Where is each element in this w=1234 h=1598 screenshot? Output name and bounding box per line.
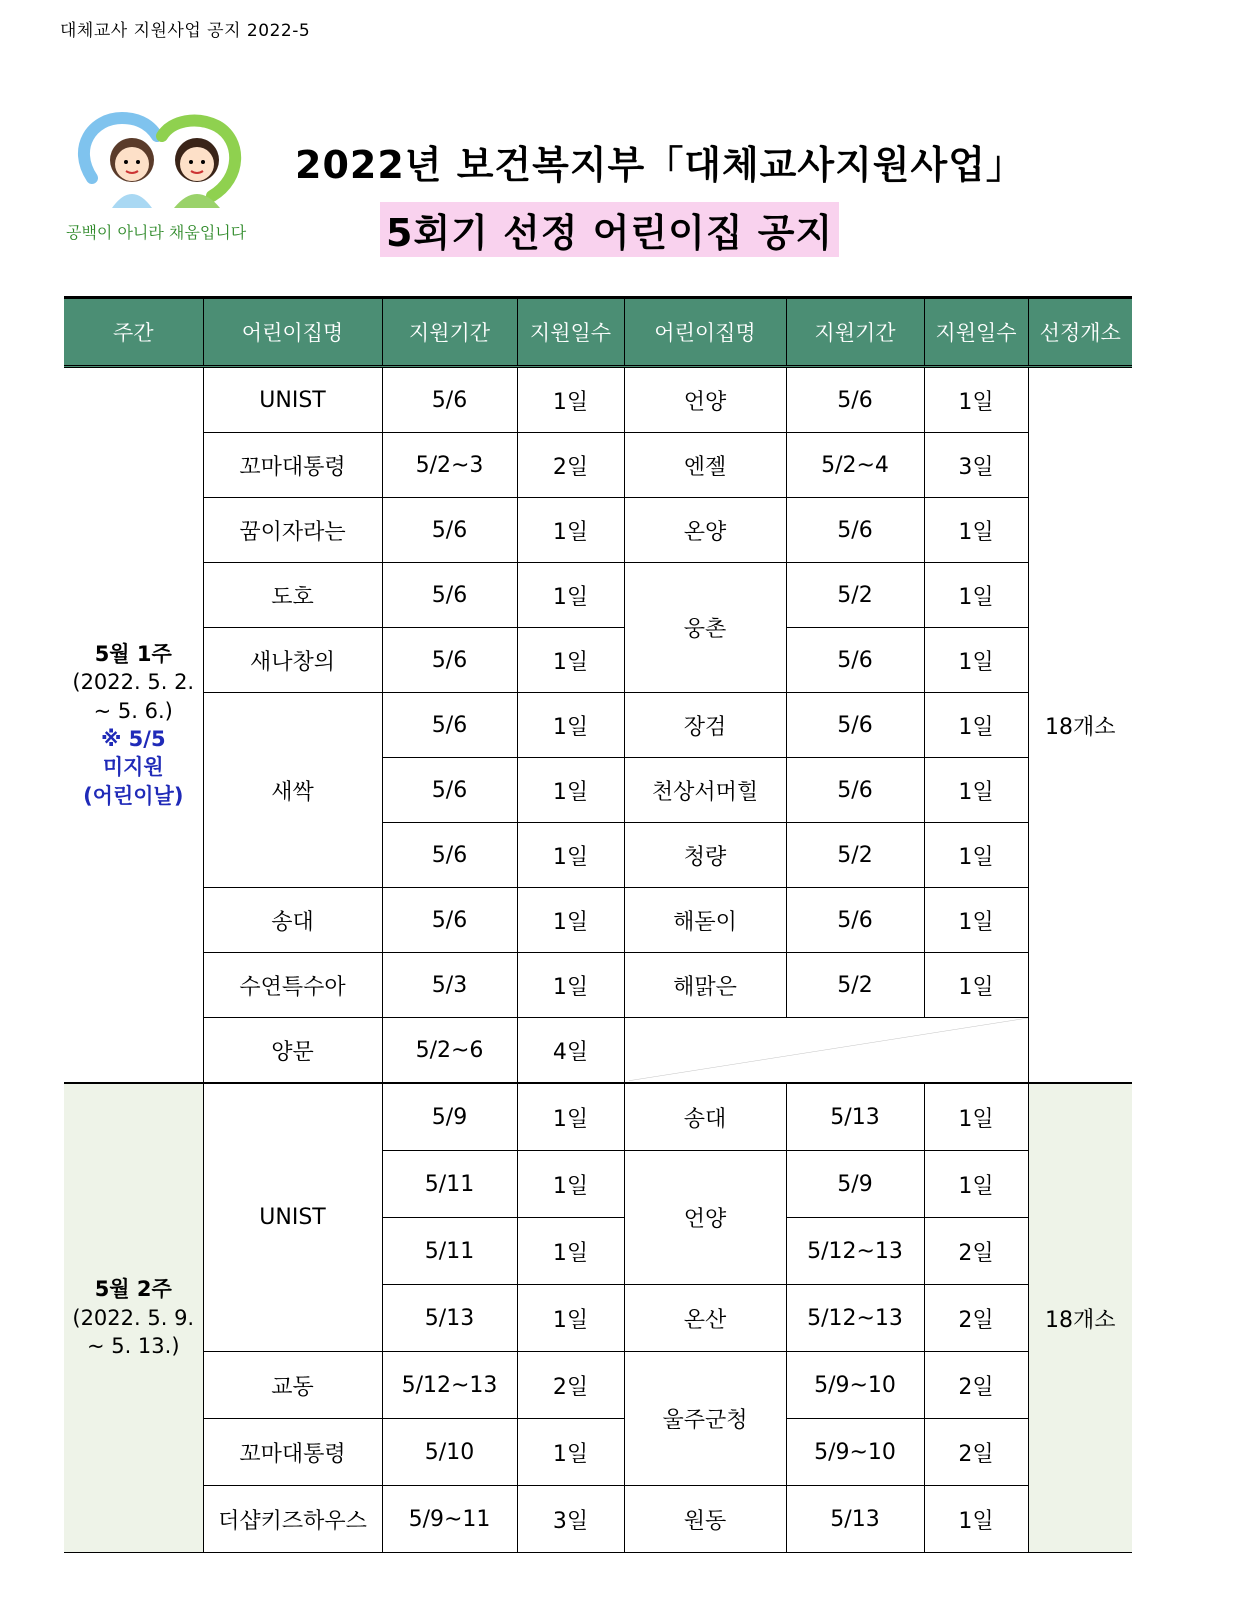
daycare-name: 장검: [624, 693, 786, 758]
support-days: 1일: [924, 693, 1028, 758]
daycare-name: 해맑은: [624, 953, 786, 1018]
support-days: 1일: [517, 498, 624, 563]
daycare-name: 온양: [624, 498, 786, 563]
support-days: 1일: [924, 953, 1028, 1018]
table-row: [64, 498, 1132, 563]
support-days: 1일: [924, 888, 1028, 953]
support-days: 1일: [517, 693, 624, 758]
header-cell: 어린이집명: [203, 298, 382, 367]
support-period: 5/2~6: [382, 1018, 517, 1084]
support-period: 5/9: [382, 1083, 517, 1151]
support-days: 1일: [924, 1486, 1028, 1553]
support-days: 4일: [517, 1018, 624, 1084]
daycare-name: UNIST: [203, 367, 382, 433]
table-row: [64, 1352, 1132, 1419]
support-days: 1일: [924, 1083, 1028, 1151]
support-days: 2일: [924, 1218, 1028, 1285]
table-row: [64, 693, 1132, 758]
table-row: [64, 1083, 1132, 1151]
support-period: 5/12~13: [786, 1218, 924, 1285]
support-days: 1일: [517, 758, 624, 823]
support-period: 5/13: [382, 1285, 517, 1352]
support-period: 5/6: [786, 628, 924, 693]
table-row: [64, 433, 1132, 498]
support-period: 5/9~11: [382, 1486, 517, 1553]
daycare-name: 수연특수아: [203, 953, 382, 1018]
header-cell: 지원일수: [517, 298, 624, 367]
support-period: 5/2~3: [382, 433, 517, 498]
diagonal-line: [625, 1018, 1028, 1082]
daycare-name: 천상서머힐: [624, 758, 786, 823]
logo-slogan: 공백이 아니라 채움입니다: [66, 223, 247, 242]
table-row: [64, 367, 1132, 433]
support-period: 5/2: [786, 953, 924, 1018]
table-row: [64, 1486, 1132, 1553]
support-period: 5/6: [786, 498, 924, 563]
title-line2: 5회기 선정 어린이집 공지: [380, 202, 839, 257]
header-cell: 주간: [64, 298, 203, 367]
support-days: 1일: [517, 888, 624, 953]
support-period: 5/6: [786, 367, 924, 433]
support-days: 2일: [924, 1419, 1028, 1486]
daycare-name: 꼬마대통령: [203, 433, 382, 498]
daycare-name: 송대: [624, 1083, 786, 1151]
support-period: 5/6: [382, 823, 517, 888]
support-days: 1일: [517, 367, 624, 433]
support-period: 5/2: [786, 563, 924, 628]
support-period: 5/6: [382, 888, 517, 953]
daycare-name: 도호: [203, 563, 382, 628]
support-period: 5/6: [382, 758, 517, 823]
week2-cell: [64, 1083, 203, 1553]
daycare-name: 해돋이: [624, 888, 786, 953]
daycare-name: 꿈이자라는: [203, 498, 382, 563]
week1-note3: (어린이날): [83, 783, 184, 808]
support-days: 3일: [924, 433, 1028, 498]
support-period: 5/3: [382, 953, 517, 1018]
support-days: 1일: [924, 498, 1028, 563]
support-days: 1일: [517, 563, 624, 628]
support-period: 5/6: [786, 758, 924, 823]
support-period: 5/6: [382, 628, 517, 693]
support-period: 5/9: [786, 1151, 924, 1218]
table-row: [64, 563, 1132, 628]
daycare-name: 온산: [624, 1285, 786, 1352]
week1-title: 5월 1주: [94, 641, 172, 666]
table-row: [64, 888, 1132, 953]
support-period: 5/11: [382, 1151, 517, 1218]
header-cell: 선정개소: [1028, 298, 1132, 367]
week1-total: 18개소: [1028, 367, 1132, 1084]
empty-diagonal-cell: [624, 1018, 1028, 1084]
table-row: [64, 1018, 1132, 1084]
header-cell: 지원일수: [924, 298, 1028, 367]
support-days: 1일: [517, 1083, 624, 1151]
daycare-name: 새나창의: [203, 628, 382, 693]
support-days: 1일: [517, 1151, 624, 1218]
header-note: 대체교사 지원사업 공지 2022-5: [60, 21, 311, 41]
support-days: 1일: [924, 758, 1028, 823]
week1-note2: 미지원: [102, 755, 164, 780]
support-period: 5/12~13: [382, 1352, 517, 1419]
support-period: 5/13: [786, 1486, 924, 1553]
support-days: 1일: [924, 1151, 1028, 1218]
daycare-name: 새싹: [203, 693, 382, 888]
daycare-name: 송대: [203, 888, 382, 953]
daycare-name: 언양: [624, 1151, 786, 1285]
support-period: 5/6: [786, 888, 924, 953]
support-period: 5/2: [786, 823, 924, 888]
week1-cell: [64, 367, 203, 1084]
support-days: 1일: [924, 563, 1028, 628]
support-days: 1일: [517, 1419, 624, 1486]
daycare-name: 더샵키즈하우스: [203, 1486, 382, 1553]
support-days: 2일: [924, 1285, 1028, 1352]
support-days: 1일: [517, 823, 624, 888]
support-period: 5/6: [382, 693, 517, 758]
support-days: 1일: [517, 1218, 624, 1285]
week1-range1: (2022. 5. 2.: [72, 670, 195, 695]
daycare-name: 언양: [624, 367, 786, 433]
table-row: [64, 628, 1132, 693]
support-period: 5/13: [786, 1083, 924, 1151]
support-period: 5/6: [382, 498, 517, 563]
daycare-name: 청량: [624, 823, 786, 888]
week1-note1: ※ 5/5: [100, 727, 166, 751]
daycare-name: 교동: [203, 1352, 382, 1419]
support-days: 2일: [517, 433, 624, 498]
daycare-name: 웅촌: [624, 563, 786, 693]
support-days: 2일: [924, 1352, 1028, 1419]
table-row: [64, 1419, 1132, 1486]
support-days: 1일: [517, 628, 624, 693]
support-days: 3일: [517, 1486, 624, 1553]
support-period: 5/10: [382, 1419, 517, 1486]
daycare-name: 원동: [624, 1486, 786, 1553]
table-row: [64, 953, 1132, 1018]
support-days: 1일: [517, 1285, 624, 1352]
week2-title: 5월 2주: [94, 1277, 172, 1302]
daycare-name: 엔젤: [624, 433, 786, 498]
support-days: 1일: [924, 367, 1028, 433]
selection-table: [64, 296, 1132, 1553]
header-cell: 지원기간: [786, 298, 924, 367]
support-period: 5/9~10: [786, 1419, 924, 1486]
support-period: 5/6: [382, 367, 517, 433]
header-cell: 지원기간: [382, 298, 517, 367]
logo-graphic: [62, 108, 272, 253]
support-period: 5/12~13: [786, 1285, 924, 1352]
support-days: 1일: [924, 628, 1028, 693]
week2-range2: ~ 5. 13.): [86, 1334, 180, 1359]
week1-range2: ~ 5. 6.): [93, 698, 173, 723]
support-days: 1일: [924, 823, 1028, 888]
support-days: 2일: [517, 1352, 624, 1419]
daycare-name: UNIST: [203, 1083, 382, 1352]
support-period: 5/6: [786, 693, 924, 758]
title-line1: 2022년 보건복지부「대체교사지원사업」: [295, 143, 1025, 187]
support-period: 5/9~10: [786, 1352, 924, 1419]
logo: [62, 108, 272, 253]
week2-range1: (2022. 5. 9.: [72, 1305, 195, 1330]
table-header-row: [64, 298, 1132, 367]
daycare-name: 꼬마대통령: [203, 1419, 382, 1486]
support-period: 5/2~4: [786, 433, 924, 498]
header-cell: 어린이집명: [624, 298, 786, 367]
week2-total: 18개소: [1028, 1083, 1132, 1553]
daycare-name: 양문: [203, 1018, 382, 1084]
support-days: 1일: [517, 953, 624, 1018]
support-period: 5/6: [382, 563, 517, 628]
daycare-name: 울주군청: [624, 1352, 786, 1486]
support-period: 5/11: [382, 1218, 517, 1285]
